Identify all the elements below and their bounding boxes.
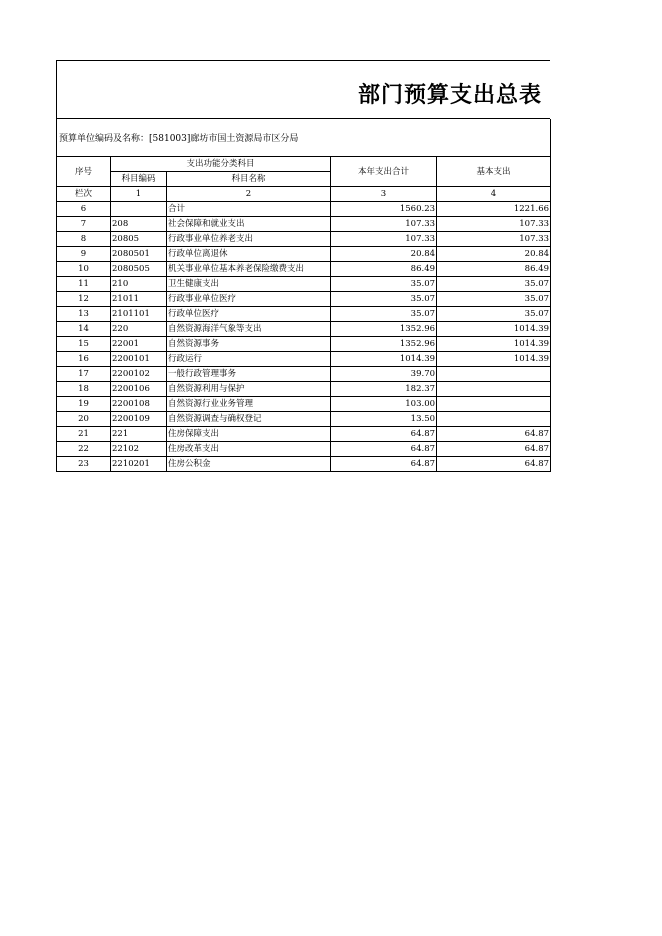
header-basic: 基本支出 bbox=[437, 157, 551, 187]
row-code: 20805 bbox=[111, 232, 167, 247]
table-row bbox=[57, 412, 551, 427]
table-row bbox=[57, 307, 551, 322]
title-area bbox=[56, 60, 550, 118]
header-total: 本年支出合计 bbox=[331, 157, 437, 187]
row-seq: 22 bbox=[57, 442, 111, 457]
row-name: 一般行政管理事务 bbox=[167, 367, 331, 382]
table-row bbox=[57, 382, 551, 397]
row-code: 2200106 bbox=[111, 382, 167, 397]
table-row bbox=[57, 247, 551, 262]
header-func-class: 支出功能分类科目 bbox=[111, 157, 331, 172]
row-total: 182.37 bbox=[331, 382, 437, 397]
row-code: 221 bbox=[111, 427, 167, 442]
table-row bbox=[57, 202, 551, 217]
row-total: 1560.23 bbox=[331, 202, 437, 217]
column-index-row bbox=[57, 187, 551, 202]
table-body bbox=[57, 202, 551, 472]
row-name: 自然资源调查与确权登记 bbox=[167, 412, 331, 427]
row-basic: 107.33 bbox=[437, 232, 551, 247]
table-row bbox=[57, 397, 551, 412]
row-name: 自然资源事务 bbox=[167, 337, 331, 352]
row-basic: 35.07 bbox=[437, 277, 551, 292]
row-seq: 15 bbox=[57, 337, 111, 352]
table-row bbox=[57, 367, 551, 382]
row-total: 1352.96 bbox=[331, 337, 437, 352]
row-total: 107.33 bbox=[331, 232, 437, 247]
row-total: 103.00 bbox=[331, 397, 437, 412]
row-basic bbox=[437, 382, 551, 397]
table-row bbox=[57, 292, 551, 307]
row-name: 自然资源海洋气象等支出 bbox=[167, 322, 331, 337]
row-seq: 21 bbox=[57, 427, 111, 442]
row-basic bbox=[437, 412, 551, 427]
row-total: 20.84 bbox=[331, 247, 437, 262]
row-seq: 11 bbox=[57, 277, 111, 292]
row-code: 208 bbox=[111, 217, 167, 232]
row-name: 自然资源利用与保护 bbox=[167, 382, 331, 397]
row-name: 机关事业单位基本养老保险缴费支出 bbox=[167, 262, 331, 277]
row-total: 1014.39 bbox=[331, 352, 437, 367]
row-basic bbox=[437, 367, 551, 382]
row-basic: 64.87 bbox=[437, 442, 551, 457]
row-code: 2200108 bbox=[111, 397, 167, 412]
row-name: 卫生健康支出 bbox=[167, 277, 331, 292]
row-name: 住房改革支出 bbox=[167, 442, 331, 457]
table-row bbox=[57, 217, 551, 232]
budget-sheet bbox=[56, 60, 550, 472]
table-row bbox=[57, 262, 551, 277]
row-basic: 35.07 bbox=[437, 292, 551, 307]
col-index-label: 栏次 bbox=[57, 187, 111, 202]
row-code bbox=[111, 202, 167, 217]
header-code: 科目编码 bbox=[111, 172, 167, 187]
col-index-3: 3 bbox=[331, 187, 437, 202]
row-name: 合计 bbox=[167, 202, 331, 217]
row-basic: 1014.39 bbox=[437, 337, 551, 352]
header-name: 科目名称 bbox=[167, 172, 331, 187]
row-seq: 9 bbox=[57, 247, 111, 262]
row-total: 13.50 bbox=[331, 412, 437, 427]
row-seq: 20 bbox=[57, 412, 111, 427]
row-total: 35.07 bbox=[331, 292, 437, 307]
row-seq: 14 bbox=[57, 322, 111, 337]
col-index-2: 2 bbox=[167, 187, 331, 202]
row-basic: 107.33 bbox=[437, 217, 551, 232]
row-code: 210 bbox=[111, 277, 167, 292]
row-seq: 12 bbox=[57, 292, 111, 307]
table-row bbox=[57, 337, 551, 352]
row-name: 社会保障和就业支出 bbox=[167, 217, 331, 232]
row-name: 住房保障支出 bbox=[167, 427, 331, 442]
row-seq: 23 bbox=[57, 457, 111, 472]
row-code: 2200102 bbox=[111, 367, 167, 382]
row-basic: 1014.39 bbox=[437, 352, 551, 367]
table-row bbox=[57, 442, 551, 457]
row-code: 2080505 bbox=[111, 262, 167, 277]
row-seq: 8 bbox=[57, 232, 111, 247]
row-total: 39.70 bbox=[331, 367, 437, 382]
row-basic: 64.87 bbox=[437, 427, 551, 442]
row-basic: 35.07 bbox=[437, 307, 551, 322]
row-name: 行政单位离退休 bbox=[167, 247, 331, 262]
row-seq: 10 bbox=[57, 262, 111, 277]
row-total: 64.87 bbox=[331, 442, 437, 457]
row-basic bbox=[437, 397, 551, 412]
header-seq: 序号 bbox=[57, 157, 111, 187]
row-total: 1352.96 bbox=[331, 322, 437, 337]
row-total: 107.33 bbox=[331, 217, 437, 232]
row-total: 64.87 bbox=[331, 427, 437, 442]
row-name: 自然资源行业业务管理 bbox=[167, 397, 331, 412]
row-code: 2200101 bbox=[111, 352, 167, 367]
row-seq: 16 bbox=[57, 352, 111, 367]
row-seq: 13 bbox=[57, 307, 111, 322]
row-name: 行政事业单位医疗 bbox=[167, 292, 331, 307]
col-index-1: 1 bbox=[111, 187, 167, 202]
row-seq: 18 bbox=[57, 382, 111, 397]
row-total: 35.07 bbox=[331, 277, 437, 292]
row-total: 35.07 bbox=[331, 307, 437, 322]
unit-info-row bbox=[56, 118, 550, 156]
row-name: 行政单位医疗 bbox=[167, 307, 331, 322]
table-row bbox=[57, 232, 551, 247]
table-row bbox=[57, 427, 551, 442]
table-row bbox=[57, 322, 551, 337]
page-title: 部门预算支出总表 bbox=[357, 82, 542, 108]
table-row bbox=[57, 457, 551, 472]
row-code: 220 bbox=[111, 322, 167, 337]
row-total: 86.49 bbox=[331, 262, 437, 277]
row-seq: 6 bbox=[57, 202, 111, 217]
row-code: 2101101 bbox=[111, 307, 167, 322]
row-basic: 86.49 bbox=[437, 262, 551, 277]
row-name: 住房公积金 bbox=[167, 457, 331, 472]
row-seq: 19 bbox=[57, 397, 111, 412]
row-basic: 1014.39 bbox=[437, 322, 551, 337]
row-name: 行政事业单位养老支出 bbox=[167, 232, 331, 247]
row-name: 行政运行 bbox=[167, 352, 331, 367]
expenditure-table bbox=[56, 156, 551, 472]
row-seq: 17 bbox=[57, 367, 111, 382]
row-total: 64.87 bbox=[331, 457, 437, 472]
row-code: 2200109 bbox=[111, 412, 167, 427]
row-code: 2080501 bbox=[111, 247, 167, 262]
col-index-4: 4 bbox=[437, 187, 551, 202]
row-code: 21011 bbox=[111, 292, 167, 307]
header-row-1 bbox=[57, 157, 551, 172]
row-code: 22001 bbox=[111, 337, 167, 352]
unit-label: 预算单位编码及名称：[581003]廊坊市国土资源局市区分局 bbox=[59, 134, 299, 144]
row-basic: 1221.66 bbox=[437, 202, 551, 217]
row-basic: 20.84 bbox=[437, 247, 551, 262]
table-row bbox=[57, 277, 551, 292]
table-row bbox=[57, 352, 551, 367]
row-code: 2210201 bbox=[111, 457, 167, 472]
row-code: 22102 bbox=[111, 442, 167, 457]
row-seq: 7 bbox=[57, 217, 111, 232]
row-basic: 64.87 bbox=[437, 457, 551, 472]
